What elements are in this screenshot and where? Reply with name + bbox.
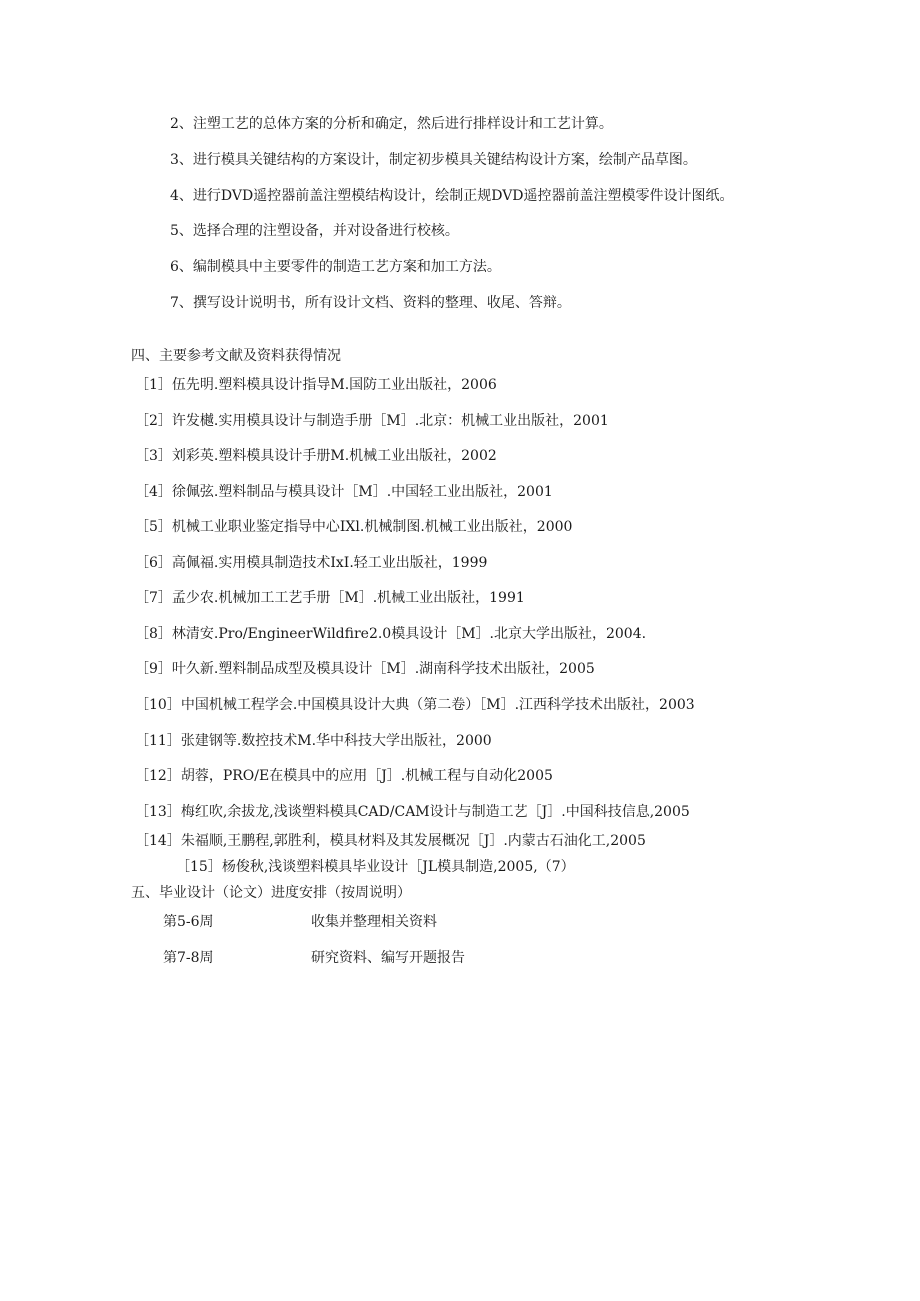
schedule-description: 研究资料、编写开题报告: [311, 950, 465, 966]
reference-item: ［10］中国机械工程学会.中国模具设计大典（第二卷）［M］.江西科学技术出版社，2003: [135, 697, 695, 713]
reference-item: ［4］徐佩弦.塑料制品与模具设计［M］.中国轻工业出版社，2001: [135, 484, 553, 500]
schedule-week: 第7-8周: [163, 950, 214, 966]
references-heading: 四、主要参考文献及资料获得情况: [131, 348, 341, 364]
reference-item: ［12］胡蓉，PRO/E在模具中的应用［J］.机械工程与自动化2005: [135, 768, 553, 784]
reference-item: ［2］许发樾.实用模具设计与制造手册［M］.北京：机械工业出版社，2001: [135, 413, 609, 429]
task-item: 5、选择合理的注塑设备，并对设备进行校核。: [170, 223, 459, 239]
reference-item: ［5］机械工业职业鉴定指导中心IXl.机械制图.机械工业出版社，2000: [135, 519, 573, 535]
reference-item: ［9］叶久新.塑料制品成型及模具设计［M］.湖南科学技术出版社，2005: [135, 661, 595, 677]
task-item: 2、注塑工艺的总体方案的分析和确定，然后进行排样设计和工艺计算。: [170, 116, 613, 132]
reference-item: ［15］杨俊秋,浅谈塑料模具毕业设计［JL模具制造,2005,（7）: [176, 859, 575, 875]
reference-item: ［6］高佩福.实用模具制造技术IxI.轻工业出版社，1999: [135, 555, 488, 571]
reference-item: ［1］伍先明.塑料模具设计指导M.国防工业出版社，2006: [135, 377, 497, 393]
task-item: 6、编制模具中主要零件的制造工艺方案和加工方法。: [170, 259, 501, 275]
task-item: 7、撰写设计说明书，所有设计文档、资料的整理、收尾、答辩。: [170, 295, 571, 311]
reference-item: ［14］朱福顺,王鹏程,郭胜利，模具材料及其发展概况［J］.内蒙古石油化工,2005: [135, 833, 646, 849]
reference-item: ［13］梅红吹,余拔龙,浅谈塑料模具CAD/CAM设计与制造工艺［J］.中国科技信息,2005: [135, 804, 690, 820]
reference-item: ［3］刘彩英.塑料模具设计手册M.机械工业出版社，2002: [135, 448, 497, 464]
reference-item: ［11］张建钢等.数控技术M.华中科技大学出版社，2000: [135, 733, 492, 749]
task-item: 4、进行DVD遥控器前盖注塑模结构设计，绘制正规DVD遥控器前盖注塑模零件设计图纸。: [170, 188, 734, 204]
schedule-week: 第5-6周: [163, 914, 214, 930]
schedule-heading: 五、毕业设计（论文）进度安排（按周说明）: [131, 885, 411, 901]
reference-item: ［8］林清安.Pro/EngineerWildfire2.0模具设计［M］.北京大学出版社，2004.: [135, 626, 647, 642]
schedule-description: 收集并整理相关资料: [311, 914, 437, 930]
reference-item: ［7］孟少农.机械加工工艺手册［M］.机械工业出版社，1991: [135, 590, 525, 606]
task-item: 3、进行模具关键结构的方案设计，制定初步模具关键结构设计方案，绘制产品草图。: [170, 152, 697, 168]
